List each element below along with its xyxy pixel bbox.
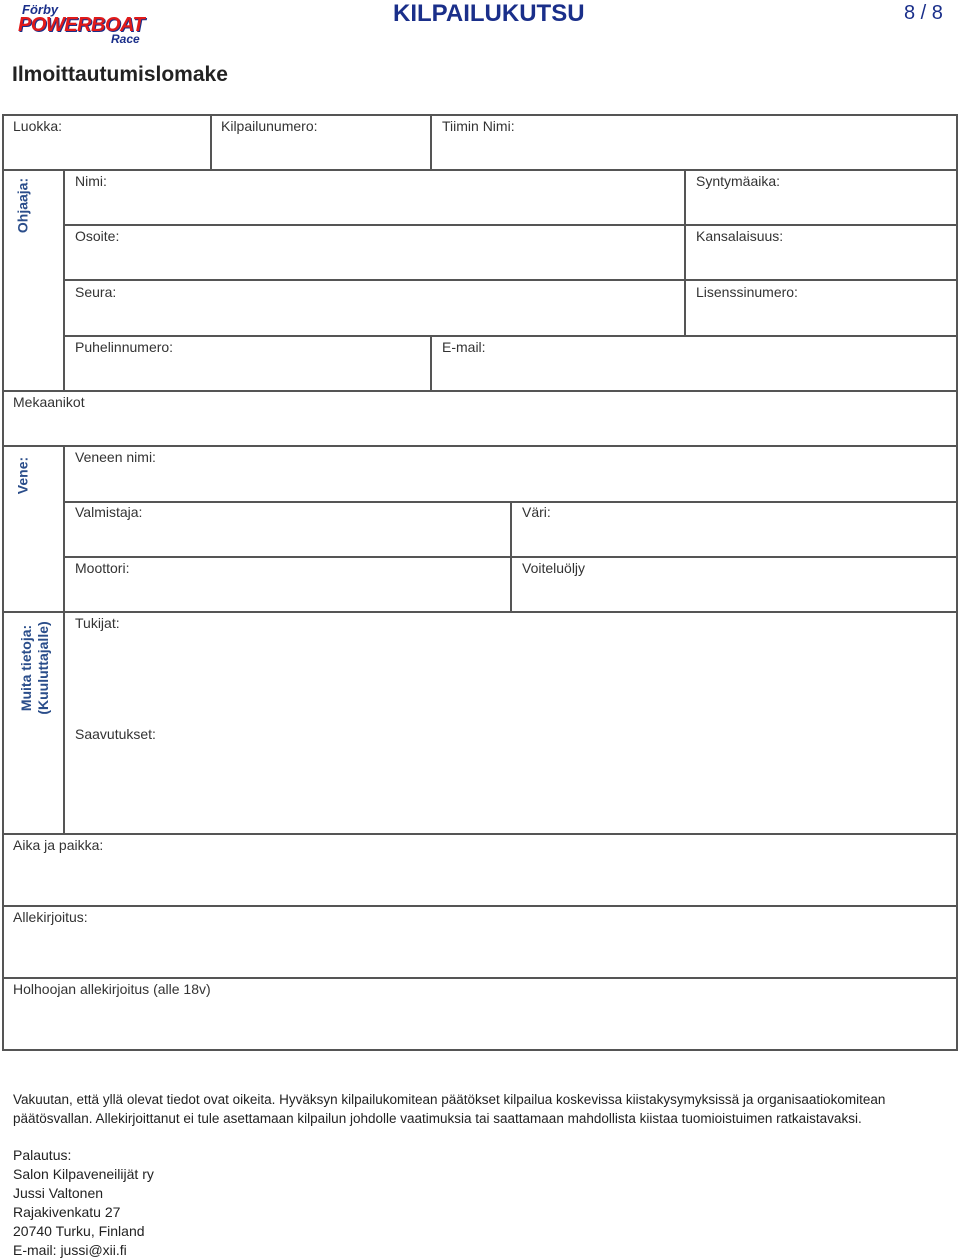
row-divider (2, 390, 958, 392)
page-number: 8 / 8 (904, 2, 943, 24)
tukijat-label: Tukijat: (75, 615, 120, 631)
column-divider (430, 114, 432, 171)
ohjaaja-side-label: Ohjaaja: (14, 177, 31, 234)
kansalaisuus-label: Kansalaisuus: (696, 228, 784, 244)
muita-tietoja-line: Muita tietoja: (18, 624, 34, 712)
form-title: Ilmoittautumislomake (12, 63, 228, 86)
column-divider (430, 335, 432, 392)
column-divider (510, 501, 512, 613)
seura-label: Seura: (75, 284, 117, 300)
column-divider (684, 169, 686, 337)
street-address: Rajakivenkatu 27 (13, 1204, 121, 1220)
veneen-nimi-label: Veneen nimi: (75, 449, 156, 465)
contact-name: Jussi Valtonen (13, 1185, 104, 1201)
column-divider (210, 114, 212, 171)
valmistaja-label: Valmistaja: (75, 504, 143, 520)
row-divider (64, 279, 958, 281)
kuuluttajalle-line: (Kuuluttajalle) (35, 621, 51, 715)
osoite-label: Osoite: (75, 228, 120, 244)
nimi-label: Nimi: (75, 173, 107, 189)
logo-line-1: Förby (22, 2, 59, 17)
muita-tietoja-side-label (18, 608, 52, 728)
form-border-left (2, 114, 4, 1051)
luokka-label: Luokka: (13, 118, 63, 134)
syntymaaika-label: Syntymäaika: (696, 173, 781, 189)
form-border-right (956, 114, 958, 1051)
postal-city: 20740 Turku, Finland (13, 1223, 145, 1239)
saavutukset-label: Saavutukset: (75, 726, 156, 742)
palautus-title: Palautus: (13, 1147, 72, 1163)
row-divider (2, 169, 958, 171)
puhelinnumero-label: Puhelinnumero: (75, 339, 174, 355)
tiimin-nimi-label: Tiimin Nimi: (442, 118, 515, 134)
row-divider (2, 445, 958, 447)
voiteluoljy-label: Voiteluöljy (522, 560, 586, 576)
lisenssinumero-label: Lisenssinumero: (696, 284, 798, 300)
holhoojan-allekirjoitus-label: Holhoojan allekirjoitus (alle 18v) (13, 981, 211, 997)
document-title: KILPAILUKUTSU (393, 0, 585, 27)
row-divider (2, 833, 958, 835)
logo-line-2: POWERBOAT (18, 14, 145, 36)
return-address (13, 1146, 154, 1260)
declaration-text: Vakuutan, että yllä olevat tiedot ovat oikeita. Hyväksyn kilpailukomitean päätökset kilpailua koskevissa kiistakysymyksissä ja organisaatiokomitean päätösvallan. Allekirjoittanut ei tule asettamaan kilpailun johdolle vaatimuksia tai saattamaan mahdollista kiistaa tuomioistuimen ratkaistavaksi. (13, 1092, 886, 1126)
row-divider (64, 335, 958, 337)
side-column-divider (63, 169, 65, 392)
allekirjoitus-label: Allekirjoitus: (13, 909, 88, 925)
logo-line-3: Race (111, 32, 140, 46)
mekaanikot-label: Mekaanikot (13, 394, 85, 410)
powerboat-race-logo (16, 2, 156, 48)
kilpailunumero-label: Kilpailunumero: (221, 118, 318, 134)
vene-side-label: Vene: (14, 456, 31, 495)
moottori-label: Moottori: (75, 560, 130, 576)
organization-name: Salon Kilpaveneilijät ry (13, 1166, 154, 1182)
vari-label: Väri: (522, 504, 551, 520)
row-divider (2, 977, 958, 979)
form-border-bottom (2, 1049, 958, 1051)
side-column-divider (63, 445, 65, 833)
email-label: E-mail: (442, 339, 486, 355)
row-divider (2, 905, 958, 907)
contact-email: E-mail: jussi@xii.fi (13, 1242, 127, 1258)
aika-ja-paikka-label: Aika ja paikka: (13, 837, 104, 853)
row-divider (64, 224, 958, 226)
row-divider (2, 611, 958, 613)
form-border-top (2, 114, 958, 116)
